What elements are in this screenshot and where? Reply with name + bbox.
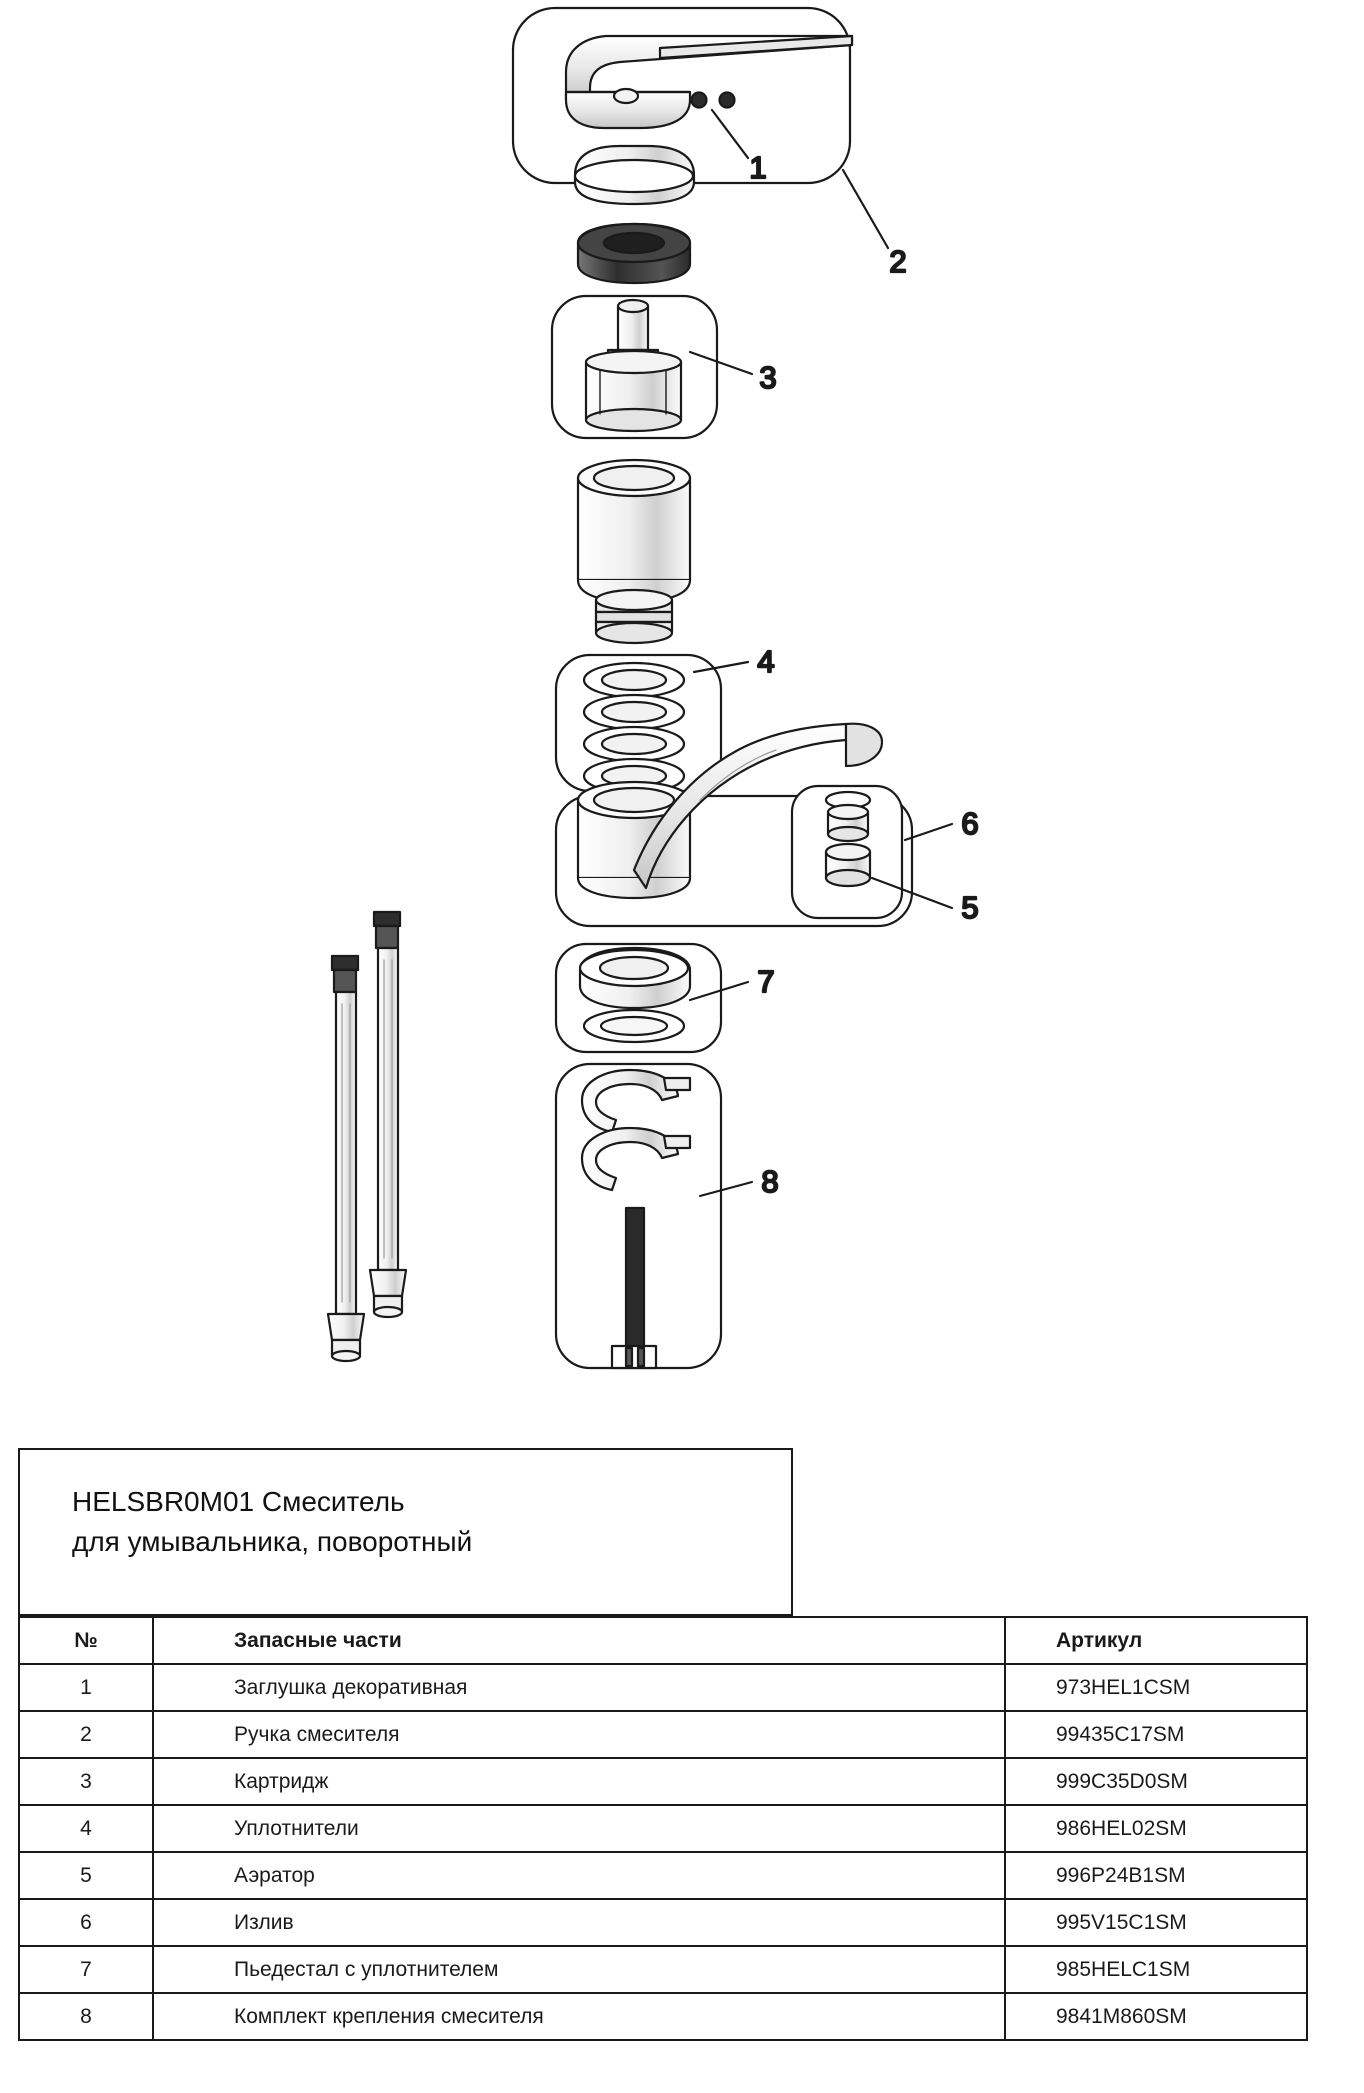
- row-name: Пьедестал с уплотнителем: [153, 1946, 1005, 1993]
- row-name: Аэратор: [153, 1852, 1005, 1899]
- row-number: 5: [19, 1852, 153, 1899]
- part-pedestal: [580, 948, 690, 1042]
- part-decorative-cap: [575, 146, 694, 204]
- callout-2: [843, 170, 907, 279]
- callout-6-label: 6: [961, 806, 979, 841]
- table-row: [19, 1664, 1307, 1711]
- table-row: [19, 1899, 1307, 1946]
- table-row: [19, 1993, 1307, 2040]
- table-row: [19, 1946, 1307, 1993]
- column-header-article: Артикул: [1005, 1617, 1307, 1664]
- part-body-cylinder: [578, 460, 690, 643]
- row-number: 3: [19, 1758, 153, 1805]
- callout-4-label: 4: [757, 644, 775, 679]
- row-name: Уплотнители: [153, 1805, 1005, 1852]
- callout-8-label: 8: [761, 1164, 779, 1199]
- product-title: [72, 1482, 772, 1562]
- callout-2-label: 2: [889, 244, 907, 279]
- product-title-line1: HELSBR0M01 Смеситель: [72, 1486, 405, 1517]
- callout-1-label: 1: [749, 150, 767, 185]
- row-number: 2: [19, 1711, 153, 1758]
- column-header-name: Запасные части: [153, 1617, 1005, 1664]
- part-flexible-hose-left: [328, 912, 406, 1361]
- table-header-row: [19, 1617, 1307, 1664]
- table-row: [19, 1758, 1307, 1805]
- table-row: [19, 1711, 1307, 1758]
- row-article: 995V15C1SM: [1005, 1899, 1307, 1946]
- part-threaded-neck: [596, 590, 672, 643]
- callout-5-label: 5: [961, 890, 979, 925]
- row-article: 996P24B1SM: [1005, 1852, 1307, 1899]
- row-article: 973HEL1CSM: [1005, 1664, 1307, 1711]
- row-number: 4: [19, 1805, 153, 1852]
- callout-7-label: 7: [757, 964, 775, 999]
- row-article: 986HEL02SM: [1005, 1805, 1307, 1852]
- row-number: 8: [19, 1993, 153, 2040]
- row-name: Заглушка декоративная: [153, 1664, 1005, 1711]
- spare-parts-table: [18, 1616, 1308, 2041]
- row-number: 1: [19, 1664, 153, 1711]
- row-number: 6: [19, 1899, 153, 1946]
- row-name: Излив: [153, 1899, 1005, 1946]
- callout-3-label: 3: [759, 360, 777, 395]
- row-article: 9841M860SM: [1005, 1993, 1307, 2040]
- column-header-number: №: [19, 1617, 153, 1664]
- part-locking-nut: [578, 224, 690, 283]
- table-row: [19, 1852, 1307, 1899]
- product-title-line2: для умывальника, поворотный: [72, 1525, 473, 1557]
- row-name: Комплект крепления смесителя: [153, 1993, 1005, 2040]
- callout-6: [905, 806, 979, 841]
- part-aerator: [826, 792, 870, 886]
- row-name: Ручка смесителя: [153, 1711, 1005, 1758]
- row-article: 99435C17SM: [1005, 1711, 1307, 1758]
- row-article: 999C35D0SM: [1005, 1758, 1307, 1805]
- row-article: 985HELC1SM: [1005, 1946, 1307, 1993]
- table-row: [19, 1805, 1307, 1852]
- row-number: 7: [19, 1946, 153, 1993]
- row-name: Картридж: [153, 1758, 1005, 1805]
- title-block: [18, 1448, 793, 1616]
